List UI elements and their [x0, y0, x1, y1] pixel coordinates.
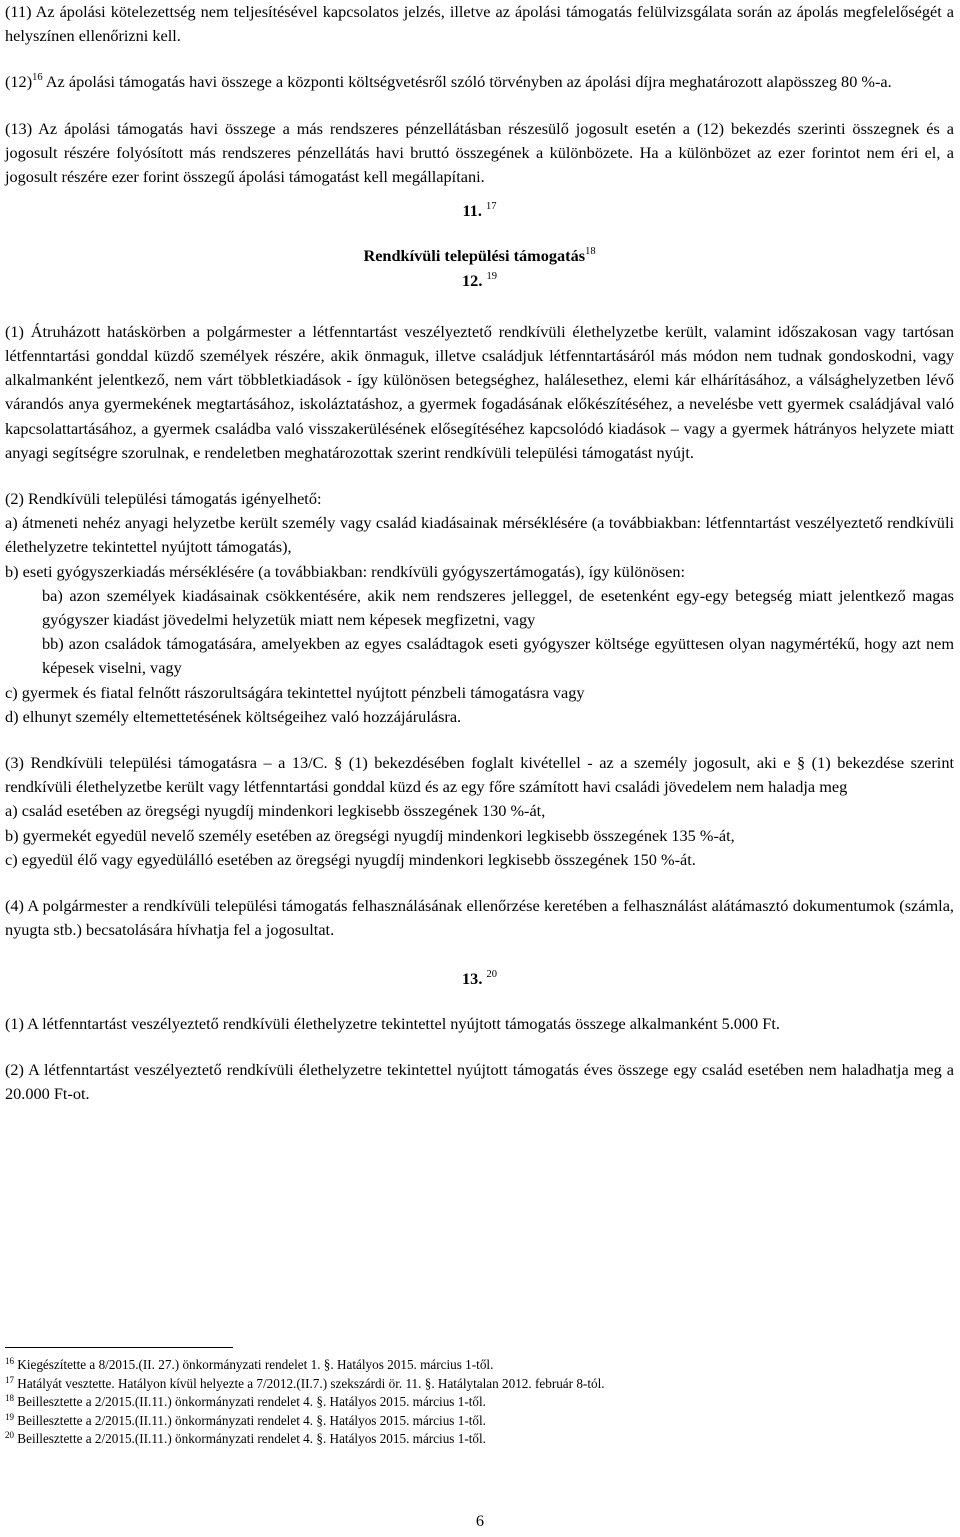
section-13-paragraph-1: (1) A létfenntartást veszélyeztető rendkívüli élethelyzetre tekintettel nyújtott támogatás összege alkalmanként 5.000 Ft.: [5, 1013, 780, 1033]
section-12-point-a: a) átmeneti nehéz anyagi helyzetbe került személy vagy család kiadásainak mérséklésére (a továbbiakban: létfenntartást veszélyeztető rendkívüli élethelyzetre tekintettel nyújtott támogatás),: [5, 513, 954, 557]
section-12-paragraph-3-point-c: c) egyedül élő vagy egyedülálló esetében az öregségi nyugdíj mindenkori legkisebb összegének 150 %-át.: [5, 849, 696, 869]
footnote-ref-16[interactable]: 16: [32, 72, 43, 84]
paragraph-12: [5, 70, 954, 94]
section-12-paragraph-3-point-b: b) gyermekét egyedül nevelő személy esetében az öregségi nyugdíj mindenkori legkisebb összegének 135 %-át,: [5, 825, 735, 845]
section-12-paragraph-1: (1) Átruházott hatáskörben a polgármester a létfenntartást veszélyeztető rendkívüli élethelyzetbe került, valamint időszakosan vagy tartósan létfenntartási gonddal küzdő személyek részére, akik önmaguk, illetve családjuk létfenntartásáról más módon nem tudnak gondoskodni, vagy alkalmanként jelentkező, nem várt többletkiadások - így különösen betegséghez, halálesethez, elemi kár elhárításához, a válsághelyzetben lévő várandós anya gyermekének megtartásához, iskoláztatáshoz, a gyermek fogadásának előkészítéséhez, a nevelésbe vett gyermek családjával való kapcsolattartásához, a gyermek családba való visszakerülésének elősegítéséhez kapcsolódó kiadások – vagy a gyermek hátrányos helyzete miatt anyagi segítségre szorulnak, e rendeletben meghatározottak szerint rendkívüli települési támogatást nyújt.: [5, 321, 954, 462]
footnote-20: [5, 1430, 945, 1449]
section-12-heading: [5, 269, 954, 293]
section-11-heading: [5, 199, 954, 223]
footnote-separator: [5, 1347, 233, 1348]
footnote-number: 18: [5, 1393, 14, 1403]
footnote-17: [5, 1375, 945, 1394]
footnote-number: 16: [5, 1356, 14, 1366]
section-12-point-d: d) elhunyt személy eltemettetésének költségeihez való hozzájárulásra.: [5, 706, 462, 726]
footnote-number: 19: [5, 1411, 14, 1422]
section-13-heading: [5, 967, 954, 991]
section-12-point-ba: ba) azon személyek kiadásainak csökkentésére, akik nem rendszeres jelleggel, de esetenként egy-egy betegség miatt jelentkező magas gyógyszer kiadást jövedelmi helyzetük miatt nem képesek megfizetni, vagy: [42, 585, 954, 630]
footnote-18: [5, 1393, 945, 1412]
section-12-paragraph-4: (4) A polgármester a rendkívüli települési támogatás felhasználásának ellenőrzése keretében a felhasználást alátámasztó dokumentumok (számla, nyugta stb.) becsatolására hívhatja fel a jogosultat.: [5, 896, 954, 940]
section-12-paragraph-3-point-a: a) család esetében az öregségi nyugdíj mindenkori legkisebb összegének 130 %-át,: [5, 801, 546, 821]
section-title: [5, 244, 954, 268]
footnote-number: 17: [5, 1374, 14, 1385]
footnotes: [5, 1356, 945, 1449]
section-12-number: 12.: [462, 270, 487, 290]
section-12-point-b: b) eseti gyógyszerkiadás mérséklésére (a továbbiakban: rendkívüli gyógyszertámogatás), így különösen:: [5, 561, 685, 581]
page-number: 6: [475, 1511, 485, 1530]
section-12-paragraph-2-heading: (2) Rendkívüli települési támogatás igényelhető:: [5, 489, 322, 509]
footnote-ref-17[interactable]: 17: [486, 201, 497, 213]
section-13-paragraph-2: (2) A létfenntartást veszélyeztető rendkívüli élethelyzetre tekintettel nyújtott támogatás éves összege egy család esetében nem haladhatja meg a 20.000 Ft-ot.: [5, 1059, 954, 1104]
section-12-point-c: c) gyermek és fiatal felnőtt rászorultságára tekintettel nyújtott pénzbeli támogatásra vagy: [5, 682, 585, 702]
footnote-number: 20: [5, 1430, 14, 1440]
footnote-19: [5, 1412, 945, 1431]
section-13-number: 13.: [462, 968, 487, 988]
footnote-ref-20[interactable]: 20: [486, 968, 497, 980]
footnote-ref-18[interactable]: 18: [585, 246, 596, 258]
paragraph-13: (13) Az ápolási támogatás havi összege a más rendszeres pénzellátásban részesülő jogosult esetén a (12) bekezdés szerinti összegnek és a jogosult részére folyósított más rendszeres pénzellátás havi bruttó összegének a különbözete. Ha a különbözet az ezer forintot nem éri el, a jogosult részére ezer forint összegű ápolási támogatást kell megállapítani.: [5, 118, 954, 187]
footnote-text: Beillesztette a 2/2015.(II.11.) önkormányzati rendelet 4. §. Hatályos 2015. március 1-től.: [14, 1431, 486, 1446]
footnote-text: Kiegészítette a 8/2015.(II. 27.) önkormányzati rendelet 1. §. Hatályos 2015. március 1-től.: [14, 1357, 494, 1372]
section-11-number: 11.: [462, 201, 487, 221]
footnote-ref-19[interactable]: 19: [486, 270, 497, 282]
paragraph-11: (11) Az ápolási kötelezettség nem teljesítésével kapcsolatos jelzés, illetve az ápolási támogatás felülvizsgálata során az ápolás megfelelőségét a helyszínen ellenőrizni kell.: [5, 2, 954, 46]
footnote-text: Beillesztette a 2/2015.(II.11.) önkormányzati rendelet 4. §. Hatályos 2015. március 1-től.: [14, 1412, 486, 1428]
paragraph-12-text: Az ápolási támogatás havi összege a központi költségvetésről szóló törvényben az ápolási díjra meghatározott alapösszeg 80 %-a.: [42, 72, 892, 92]
document-page: [5, 0, 954, 1106]
section-title-text: Rendkívüli települési támogatás: [363, 246, 586, 266]
footnote-16: [5, 1356, 945, 1375]
paragraph-12-number: (12): [5, 72, 33, 92]
section-12-point-bb: bb) azon családok támogatására, amelyekben az egyes családtagok eseti gyógyszer költsége együttesen olyan nagymértékű, hogy azt nem képesek viselni, vagy: [42, 634, 954, 678]
footnote-text: Hatályát vesztette. Hatályon kívül helyezte a 7/2012.(II.7.) szekszárdi ör. 11. §. Hatálytalan 2012. február 8-tól.: [14, 1375, 605, 1391]
footnote-text: Beillesztette a 2/2015.(II.11.) önkormányzati rendelet 4. §. Hatályos 2015. március 1-től.: [14, 1394, 486, 1409]
section-12-paragraph-3: (3) Rendkívüli települési támogatásra – a 13/C. § (1) bekezdésében foglalt kivétellel - az a személy jogosult, aki e § (1) bekezdése szerint rendkívüli élethelyzetbe került vagy létfenntartási gonddal küzd és az egy főre számított havi családi jövedelem nem haladja meg: [5, 753, 954, 797]
